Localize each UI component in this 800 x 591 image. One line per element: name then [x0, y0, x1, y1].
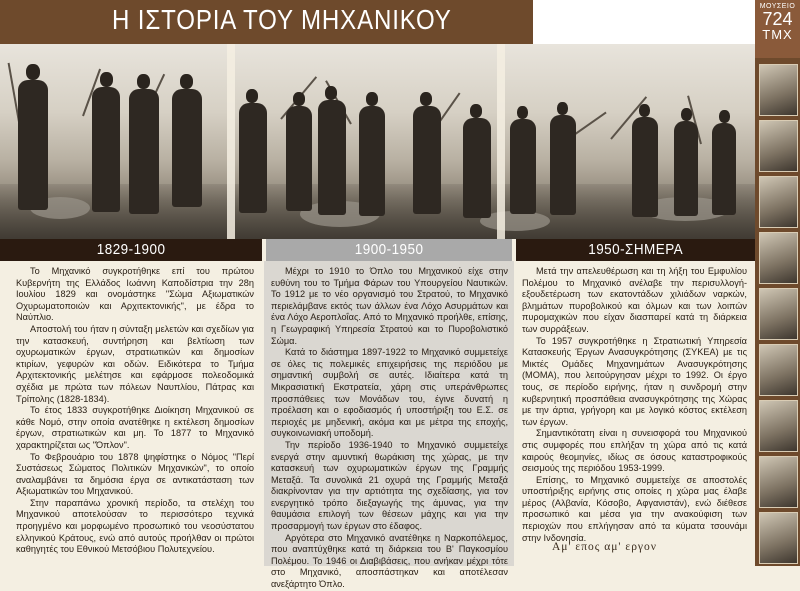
paragraph: Μετά την απελευθέρωση και τη λήξη του Εμφυλίου Πολέμου το Μηχανικό ανέλαβε την περισυλλογή-εξουδετέρωση των εκατοντάδων χιλιάδων ναρκών, βλημάτων πυροβολικού και όλμων και των λοιπών πυρομαχικών που είχαν διασπαρεί κατά τη διάρκεια των συρράξεων. — [522, 266, 747, 334]
paragraph: Την περίοδο 1936-1940 το Μηχανικό συμμετείχε ενεργά στην αμυντική θωράκιση της χώρας, με την κατασκευή των οχυρωματικών έργων της Γραμμής Μεταξά. Τα συνολικά 21 οχυρά της Γραμμής Μεταξά διακρίνονταν για την αρτιότητα της σχεδίασης, για τον ενεργητικό τρόπο διεξαγωγής της άμυνας, για την θαυμάσια επιλογή των θέσεων μάχης και για την προσαρμογή των έργων στο έδαφος. — [271, 439, 508, 532]
photo-divider — [497, 44, 505, 239]
photo-divider — [227, 44, 235, 239]
era-header-1829-1900: 1829-1900 — [0, 239, 262, 261]
paragraph: Αποστολή του ήταν η σύνταξη μελετών και σχεδίων για την κατασκευή, συντήρηση και βελτίωση των οχυρωματικών έργων, στρατιωτικών και δημοσίων κτιρίων, γεφυρών και οδών. Ειδικότερα το Τμήμα Αρχιτεκτονικής μελέτησε και εφάρμοσε πολεοδομικά σχέδια με πρώτα των πόλεων Ναυπλίου, Πάτρας και Τρίπολης (1828-1834). — [16, 323, 254, 404]
sidebar-photo-thumbnail — [759, 512, 798, 564]
era-header-1950-today: 1950-ΣΗΜΕΡΑ — [516, 239, 755, 261]
museum-label: ΜΟΥΣΕΙΟ — [759, 3, 796, 10]
column-1829-1900 — [16, 266, 254, 556]
sidebar-photo-thumbnail — [759, 176, 798, 228]
page-title: Η ΙΣΤΟΡΙΑ ΤΟΥ ΜΗΧΑΝΙΚΟΥ — [112, 4, 452, 35]
sidebar-photo-thumbnail — [759, 232, 798, 284]
title-bar — [0, 0, 533, 44]
paragraph: Το Μηχανικό συγκροτήθηκε επί του πρώτου Κυβερνήτη της Ελλάδος Ιωάννη Καποδίστρια την 28η Ιουλίου 1829 και ονομάστηκε "Σώμα Αξιωματικών Οχυρωματοποιών και Αρχιτεκτονικής", με έδρα το Ναύπλιο. — [16, 266, 254, 323]
sidebar-photo-thumbnail — [759, 456, 798, 508]
sidebar-photo-thumbnail — [759, 288, 798, 340]
paragraph: Το 1957 συγκροτήθηκε η Στρατιωτική Υπηρεσία Κατασκευής Έργων Ανασυγκρότησης (ΣΥΚΕΑ) με τις Μικτές Ομάδες Μηχανημάτων Ανασυγκρότησης (ΜΟΜΑ), που λειτούργησαν μέχρι το 1992. Οι έργο τους, σε περίοδο ειρήνης, ήταν η συνδρομή στην κυβερνητική προσπάθεια ανασυγκρότησης της Χώρας με την άρτια, γρήγορη και με λογικό κόστος εκτέλεση των έργων. — [522, 335, 747, 427]
museum-badge — [755, 0, 800, 58]
museum-unit: ΤΜΧ — [762, 27, 793, 42]
paragraph: Το Φεβρουάριο του 1878 ψηφίστηκε ο Νόμος "Περί Συστάσεως Σώματος Πολιτικών Μηχανικών", το οποίο αναλαμβάνει τα δημόσια έργα σε αντικατάσταση των Αξιωματικών του Μηχανικού. — [16, 451, 254, 497]
motto: Αμ' επος αμ' εργον — [552, 541, 657, 553]
historical-soldiers-photo — [0, 44, 755, 239]
sidebar-photo-thumbnail — [759, 344, 798, 396]
sidebar-photo-thumbnail — [759, 120, 798, 172]
paragraph: Μέχρι το 1910 το Όπλο του Μηχανικού είχε στην ευθύνη του το Τμήμα Φάρων του Υπουργείου Ναυτικών. Το 1912 με το νέο οργανισμό του Στρατού, το Μηχανικό περιελάμβανε εκτός των άλλων ένα Λόχο Ασυρμάτων και ένα Λόχο Αεροπλοΐας. Από το Μηχανικό προήλθε, επίσης, η Γεωγραφική Υπηρεσία Στρατού και το Πυροβολιστικό Σώμα. — [271, 266, 508, 346]
column-1950-today — [522, 266, 747, 544]
paragraph: Επίσης, το Μηχανικό συμμετείχε σε αποστολές υποστήριξης ειρήνης στις οποίες η χώρα μας έλαβε μέρος (Αλβανία, Κόσοβο, Αφγανιστάν), ενώ διέθεσε προσωπικό και μέσα για την ανακούφιση των περιοχών που επλήγησαν από τα κύματα τσουνάμι στην Ινδονησία. — [522, 474, 747, 543]
column-1900-1950 — [271, 266, 508, 591]
paragraph: Κατά το διάστημα 1897-1922 το Μηχανικό συμμετείχε σε όλες τις πολεμικές επιχειρήσεις της περιόδου με σημαντική συμβολή σε αυτές. Ιδιαίτερα κατά τη Μικρασιατική Εκστρατεία, χάρη στις υπεράνθρωπες προσπάθειες των Μονάδων του, έγινε δυνατή η προέλαση και ο εφοδιασμός ή υποστήριξη του Ε.Σ. σε περιοχές με μηδενική, ακόμα και με μέτρα της εποχής, συγκοινωνιακή υποδομή. — [271, 347, 508, 439]
paragraph: Αργότερα στο Μηχανικό ανατέθηκε η Ναρκοπόλεμος, που αναπτύχθηκε κατά τη διάρκεια του Β' Παγκοσμίου Πολέμου. Το 1946 οι Διαβιβάσεις, που ανήκαν μέχρι τότε στο Μηχανικό, αποσπάστηκαν και αποτέλεσαν ανεξάρτητο Όπλο. — [271, 532, 508, 590]
museum-number: 724 — [762, 9, 793, 29]
era-header-1900-1950: 1900-1950 — [266, 239, 512, 261]
paragraph: Το έτος 1833 συγκροτήθηκε Διοίκηση Μηχανικού σε κάθε Νομό, στην οποία ανατέθηκε η εκτέλεση δημοσίων έργων, στρατιωτικών και μη. Το 1877 το Μηχανικό χαρακτηρίζεται ως "Όπλον". — [16, 405, 254, 450]
paragraph: Στην παραπάνω χρονική περίοδο, τα στελέχη του Μηχανικού αποτελούσαν το περισσότερο τεχνικά προηγμένο και μορφωμένο προσωπικό του νεοσύστατου ελληνικού Κράτους, ενώ από αυτούς προήλθαν οι πρώτοι καθηγητές του Εθνικού Μετσόβιου Πολυτεχνείου. — [16, 497, 254, 555]
title-light-strip — [533, 0, 755, 44]
sidebar-photo-thumbnail — [759, 64, 798, 116]
paragraph: Σημαντικότατη είναι η συνεισφορά του Μηχανικού στις συμφορές που επλήξαν τη χώρα από τις κατά καιρούς θεομηνίες, ιδίως σε όσους καταστροφικούς σεισμούς της περιόδου 1953-1999. — [522, 428, 747, 474]
sidebar-photo-thumbnail — [759, 400, 798, 452]
